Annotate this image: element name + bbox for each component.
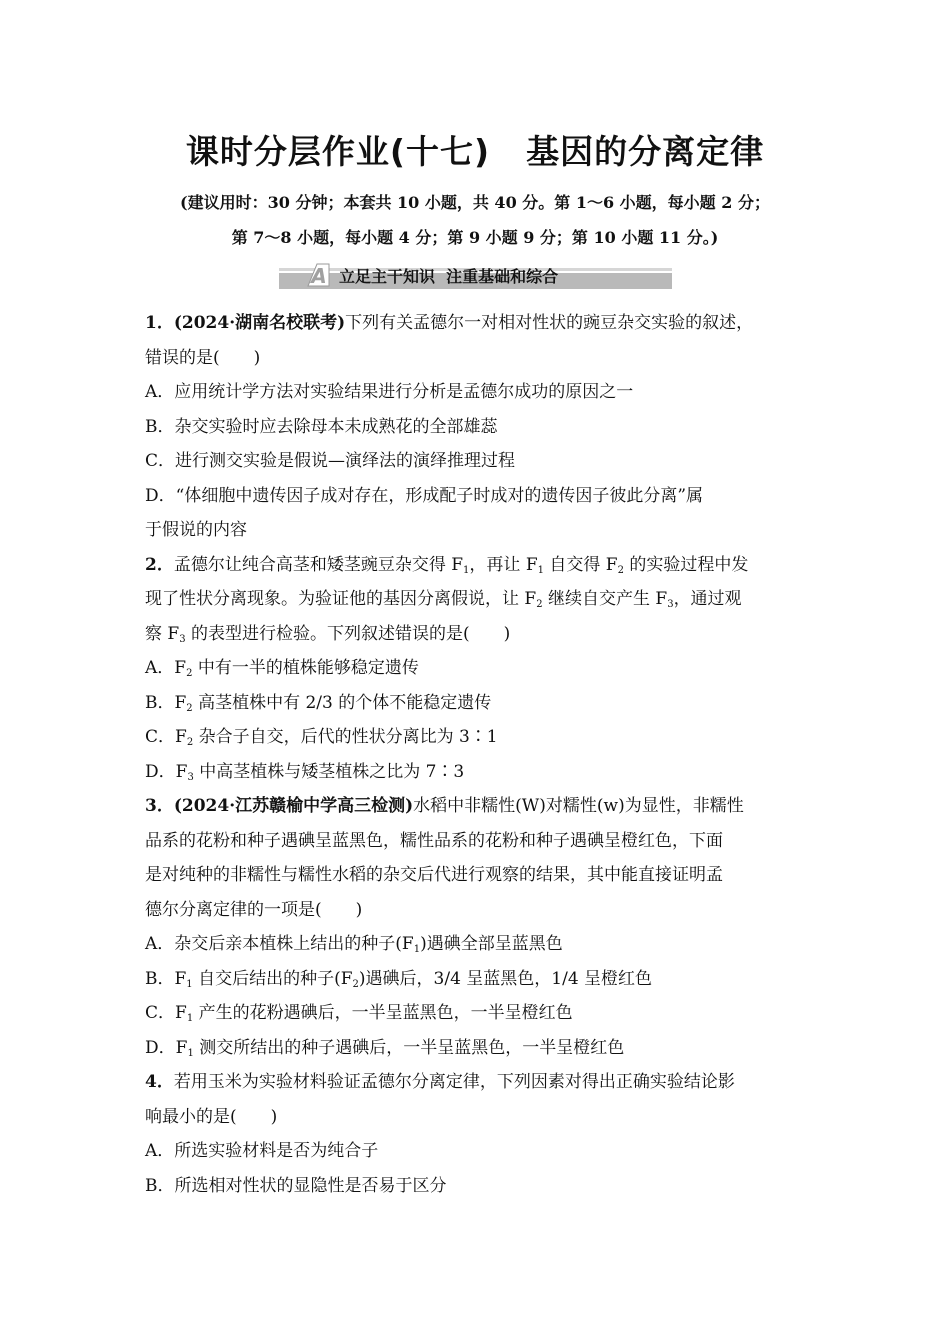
time-note-line-1: (建议用时：30 分钟；本套共 10 小题，共 40 分。第 1～6 小题，每小题 2 分； — [180, 193, 770, 212]
q2-option-c: C．$F_2$ 杂合子自交，后代的性状分离比为 3∶1 — [145, 727, 498, 748]
section-banner — [279, 262, 672, 290]
q1-option-b: B．杂交实验时应去除母本未成熟花的全部雄蕊 — [145, 416, 498, 437]
q3-option-c: C．$F_1$ 产生的花粉遇碘后，一半呈蓝黑色，一半呈橙红色 — [145, 1003, 573, 1024]
q1-line-1: 1．(2024·湖南名校联考)下列有关孟德尔一对相对性状的豌豆杂交实验的叙述， — [145, 313, 754, 333]
q3-line-2: 品系的花粉和种子遇碘呈蓝黑色，糯性品系的花粉和种子遇碘呈橙红色，下面 — [145, 830, 723, 851]
section-a-badge-icon — [305, 262, 331, 288]
q2-option-d: D．$F_3$ 中高茎植株与矮茎植株之比为 7∶3 — [145, 761, 465, 783]
q1-option-a: A．应用统计学方法对实验结果进行分析是孟德尔成功的原因之一 — [145, 382, 634, 402]
title-main: 课时分层作业(十七) — [185, 132, 491, 171]
q2-line-3: 察 $F_3$ 的表型进行检验。下列叙述错误的是( ) — [145, 623, 511, 645]
q3-option-a: A．杂交后亲本植株上结出的种子$(F_1)$遇碘全部呈蓝黑色 — [145, 934, 563, 955]
q3-line-3: 是对纯种的非糯性与糯性水稻的杂交后代进行观察的结果，其中能直接证明孟 — [145, 865, 723, 885]
q3-option-b: B．$F_1$ 自交后结出的种子$(F_2)$遇碘后，3/4 呈蓝黑色，1/4 呈橙红色 — [145, 968, 653, 990]
q1-option-d: D．“体细胞中遗传因子成对存在，形成配子时成对的遗传因子彼此分离”属 — [145, 485, 704, 506]
q1-line-2: 错误的是( ) — [145, 347, 261, 368]
q3-line-1: 3．(2024·江苏赣榆中学高三检测)水稻中非糯性(W)对糯性(w)为显性，非糯性 — [145, 796, 744, 816]
q2-line-1: 2．孟德尔让纯合高茎和矮茎豌豆杂交得 $F_1$，再让 $F_1$ 自交得 $F_2$ 的实验过程中发 — [145, 554, 749, 576]
q4-option-a: A．所选实验材料是否为纯合子 — [145, 1141, 379, 1161]
page-title — [0, 126, 950, 173]
q4-option-b: B．所选相对性状的显隐性是否易于区分 — [145, 1175, 447, 1196]
time-note-line-2: 第 7～8 小题，每小题 4 分；第 9 小题 9 分；第 10 小题 11 分。) — [231, 228, 719, 247]
q2-option-a: A．$F_2$ 中有一半的植株能够稳定遗传 — [145, 658, 419, 679]
q4-line-1: 4．若用玉米为实验材料验证孟德尔分离定律，下列因素对得出正确实验结论影 — [145, 1072, 735, 1092]
q1-option-c: C．进行测交实验是假说—演绎法的演绎推理过程 — [145, 451, 516, 471]
q2-option-b: B．$F_2$ 高茎植株中有 2/3 的个体不能稳定遗传 — [145, 692, 492, 714]
section-label: 立足主干知识 注重基础和综合 — [339, 267, 559, 286]
q1-option-d-cont: 于假说的内容 — [145, 520, 247, 540]
badge-letter: A — [311, 264, 327, 288]
q3-line-4: 德尔分离定律的一项是( ) — [145, 899, 363, 920]
question-list — [145, 306, 813, 1203]
q2-line-2: 现了性状分离现象。为验证他的基因分离假说，让 $F_2$ 继续自交产生 $F_3$，通过观 — [145, 589, 742, 610]
q1-source: (2024·湖南名校联考) — [173, 313, 346, 333]
q4-line-2: 响最小的是( ) — [145, 1106, 278, 1127]
q3-option-d: D．$F_1$ 测交所结出的种子遇碘后，一半呈蓝黑色，一半呈橙红色 — [145, 1037, 625, 1059]
title-topic: 基因的分离定律 — [526, 132, 765, 171]
q3-source: (2024·江苏赣榆中学高三检测) — [173, 796, 414, 816]
